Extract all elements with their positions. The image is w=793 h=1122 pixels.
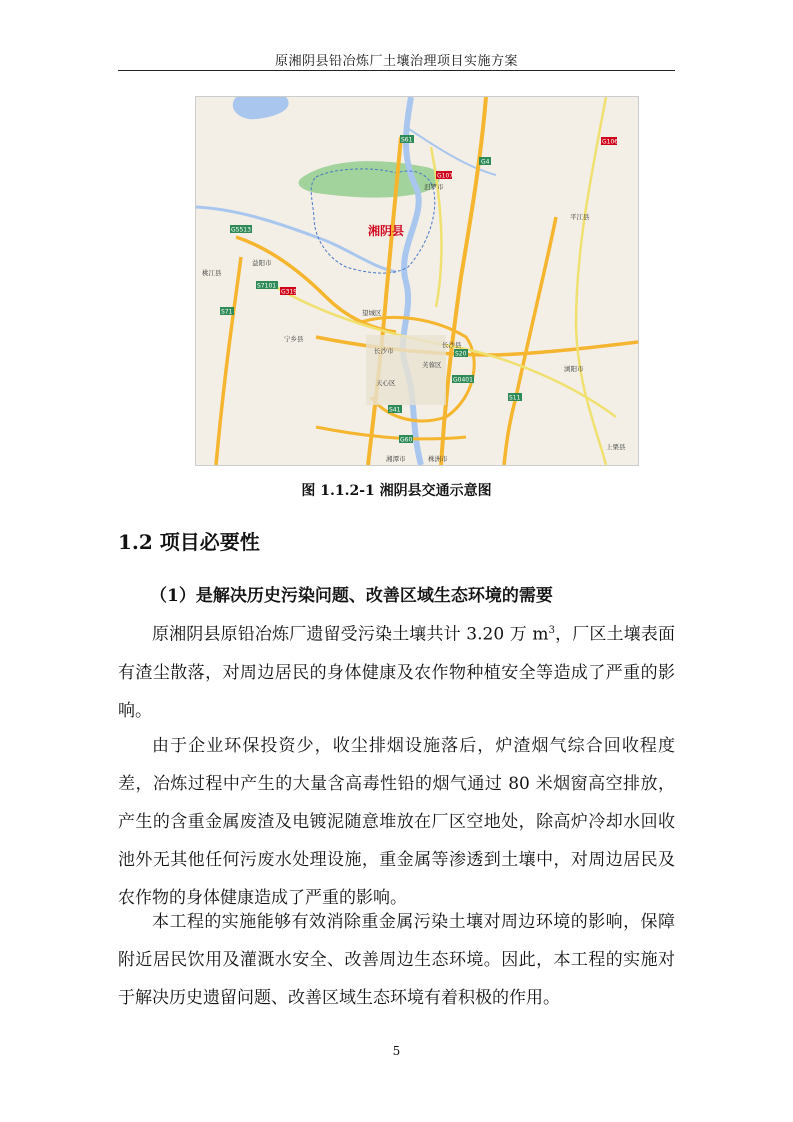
- shield-g319: G319: [281, 288, 298, 296]
- place-yiyang: 益阳市: [252, 259, 272, 267]
- shield-g4: G4: [481, 158, 490, 166]
- section-title: 项目必要性: [159, 530, 260, 554]
- running-header: 原湘阴县铅冶炼厂土壤治理项目实施方案: [274, 54, 518, 69]
- shield-s7101: S7101: [257, 282, 277, 290]
- shield-s20: S20: [455, 350, 467, 358]
- paragraph-2: 由于企业环保投资少，收尘排烟设施落后，炉渣烟气综合回收程度差，冶炼过程中产生的大量含高毒性铅的烟气通过 80 米烟窗高空排放，产生的含重金属废渣及电镀泥随意堆放在厂区空地处，除高炉冷却水回收池外无其他任何污废水处理设施，重金属等渗透到土壤中，对周边居民及农作物的身体健康造成了严重的影响。: [118, 736, 675, 908]
- place-zhuzhou: 株洲市: [428, 455, 448, 463]
- place-tianxin: 天心区: [376, 379, 396, 387]
- place-pingjiang: 平江县: [570, 213, 590, 221]
- subsection-heading: （1）是解决历史污染问题、改善区域生态环境的需要: [150, 586, 553, 606]
- place-wangcheng: 望城区: [362, 309, 382, 317]
- shield-g107: G107: [437, 172, 454, 180]
- figure-caption: 图 1.1.2-1 湘阴县交通示意图: [301, 483, 492, 499]
- section-heading: [118, 526, 260, 555]
- shield-s71: S71: [221, 308, 233, 316]
- paragraph-3: 本工程的实施能够有效消除重金属污染土壤对周边环境的影响，保障附近居民饮用及灌溉水安全、改善周边生态环境。因此，本工程的实施对于解决历史遗留问题、改善区域生态环境有着积极的作用。: [118, 912, 675, 1008]
- place-xiangtan: 湘潭市: [386, 455, 406, 463]
- header-rule: [118, 70, 675, 71]
- paragraph-1-before: 原湘阴县原铅冶炼厂遗留受污染土壤共计 3.20 万 m: [152, 624, 549, 645]
- paragraph-1: [118, 612, 675, 730]
- shield-g60: G60: [400, 436, 413, 444]
- place-liuyang: 浏阳市: [564, 365, 584, 373]
- place-ningxiang: 宁乡县: [284, 335, 304, 343]
- page-number: 5: [392, 1044, 401, 1058]
- changsha-urban: [366, 335, 446, 405]
- section-number: 1.2: [118, 530, 153, 554]
- shield-g5513: G5513: [231, 226, 251, 234]
- traffic-map: [195, 96, 639, 466]
- county-label: 湘阴县: [368, 224, 405, 238]
- place-shangli: 上栗县: [606, 443, 626, 451]
- paragraph-1-after: ，厂区土壤表面有渣尘散落，对周边居民的身体健康及农作物种植安全等造成了严重的影响。: [118, 624, 676, 721]
- shield-s61: S61: [401, 136, 413, 144]
- paragraph-1-superscript: 3: [548, 625, 555, 636]
- shield-s41: S41: [389, 406, 401, 414]
- place-taojiang: 桃江县: [202, 269, 222, 277]
- shield-g0401: G0401: [453, 376, 473, 384]
- place-miluo: 汨罗市: [424, 183, 444, 191]
- place-changshaxian: 长沙县: [442, 341, 462, 349]
- shield-g106: G106: [602, 138, 619, 146]
- shield-s11: S11: [509, 394, 521, 402]
- place-furong: 芙蓉区: [422, 361, 442, 369]
- place-changsha: 长沙市: [374, 347, 394, 355]
